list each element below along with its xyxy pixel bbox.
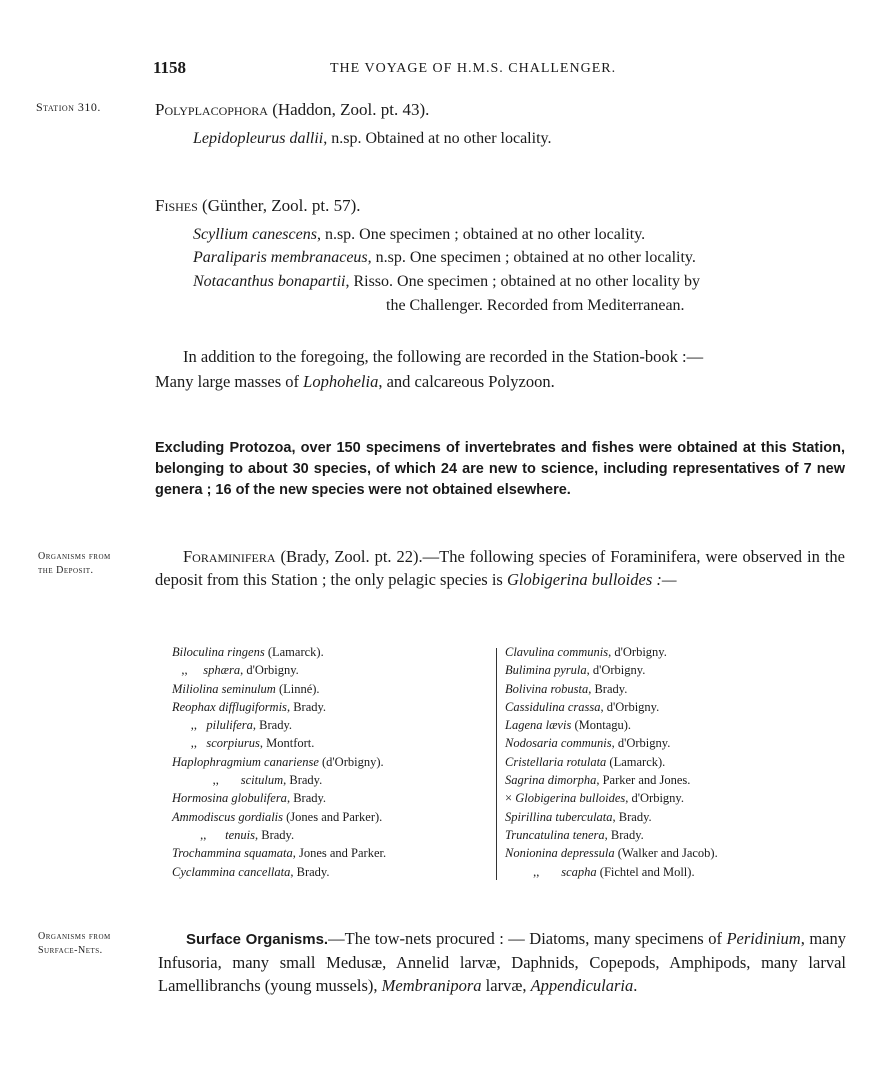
species-name: Sagrina dimorpha <box>505 773 597 788</box>
margin-surface <box>38 930 111 958</box>
species-note: , n.sp. Obtained at no other locality. <box>323 130 552 147</box>
species-row <box>172 643 386 661</box>
species-author: , Brady. <box>252 718 293 733</box>
column-divider <box>496 648 497 880</box>
species-name: scorpiurus <box>206 736 260 751</box>
surface-title: Surface Organisms. <box>186 931 329 948</box>
surface-genus-1: Peridinium <box>726 929 801 948</box>
margin-surface-line1: Organisms from <box>38 931 111 942</box>
species-row <box>172 771 386 789</box>
species-row <box>505 680 718 698</box>
species-name: Hormosina globulifera <box>172 791 287 806</box>
station-summary: Excluding Protozoa, over 150 specimens of invertebrates and fishes were obtained at this Station, belonging to about 30 species, of which 24 are new to science, including representatives of 7 new genera ; 16 of the new species were not obtained elsewhere. <box>155 440 845 498</box>
species-name: Paraliparis membranaceus <box>193 249 368 266</box>
species-name: scapha <box>561 864 597 879</box>
species-row <box>505 844 718 862</box>
station-book-line1: In addition to the foregoing, the following are recorded in the Station-book :— <box>183 347 704 366</box>
species-author: (Jones and Parker). <box>283 809 383 824</box>
species-row <box>505 643 718 661</box>
foraminifera-pelagic-species: Globigerina bulloides :— <box>506 570 677 589</box>
species-name: pilulifera <box>206 718 253 733</box>
species-author: , Parker and Jones. <box>596 773 691 788</box>
species-name: Biloculina ringens <box>172 645 265 659</box>
species-name: Cristellaria rotulata <box>505 754 607 769</box>
species-row <box>505 808 718 826</box>
margin-station <box>36 100 101 114</box>
species-note: , Risso. One specimen ; obtained at no other locality by <box>345 273 701 290</box>
species-author: , Jones and Parker. <box>292 846 387 861</box>
polyplacophora-ref: (Haddon, Zool. pt. 43). <box>267 100 430 119</box>
fish-entry-3 <box>193 273 700 291</box>
species-name: Trochammina squamata <box>172 846 293 861</box>
species-author: , d'Orbigny. <box>240 663 299 678</box>
species-name: Reophax difflugiformis <box>172 699 287 714</box>
species-author: , d'Orbigny. <box>611 736 671 751</box>
fishes-heading <box>155 196 360 216</box>
species-author: , Brady. <box>604 827 644 842</box>
species-name: Miliolina seminulum <box>172 681 276 696</box>
surface-genus-3: Appendicularia <box>530 976 634 995</box>
species-name: sphæra <box>203 663 241 678</box>
station-book-line2 <box>155 372 555 392</box>
species-note: , n.sp. One specimen ; obtained at no other locality. <box>316 226 646 243</box>
margin-deposit-line2: the Deposit. <box>38 565 94 576</box>
margin-deposit-line1: Organisms from <box>38 551 111 562</box>
surface-text-3: larvæ, <box>481 976 531 995</box>
species-list-left <box>172 643 386 881</box>
surface-text-1: —The tow-nets procured : — Diatoms, many specimens of <box>328 929 727 948</box>
species-row <box>505 753 718 771</box>
fish-entry-2 <box>193 249 696 267</box>
species-name: Nonionina depressula <box>505 846 615 861</box>
fish-entry-3-continued: the Challenger. Recorded from Mediterranean. <box>386 297 685 314</box>
species-row <box>172 753 386 771</box>
foraminifera-text: (Brady, Zool. pt. 22).—The following species of Foraminifera, were observed in the deposit from this Station ; the only pelagic species is <box>155 547 845 589</box>
polyplacophora-heading <box>155 100 429 120</box>
species-author: (Lamarck). <box>264 645 324 659</box>
species-row <box>505 734 718 752</box>
species-author: , Brady. <box>290 864 330 879</box>
station-book-genus: Lophohelia <box>303 372 379 391</box>
species-name: Haplophragmium canariense <box>172 754 319 769</box>
species-row <box>172 716 386 734</box>
species-row <box>172 661 386 679</box>
species-author: , d'Orbigny. <box>608 645 667 659</box>
species-author: , d'Orbigny. <box>600 699 660 714</box>
species-name: Nodosaria communis <box>505 736 612 751</box>
species-name: tenuis <box>225 827 255 842</box>
species-name: Ammodiscus gordialis <box>172 809 283 824</box>
fishes-ref: (Günther, Zool. pt. 57). <box>197 196 361 215</box>
foraminifera-title: Foraminifera <box>183 547 276 566</box>
foraminifera-paragraph <box>155 545 845 591</box>
species-author: , Brady. <box>588 681 628 696</box>
species-row <box>172 698 386 716</box>
surface-organisms-paragraph <box>158 927 846 997</box>
species-row <box>172 826 386 844</box>
species-name: Notacanthus bonapartii <box>193 273 346 290</box>
species-name: Globigerina bulloides <box>515 791 626 806</box>
species-name: Scyllium canescens <box>193 226 317 243</box>
surface-genus-2: Membranipora <box>381 976 482 995</box>
species-prefix: ,, <box>505 864 562 879</box>
species-prefix: ,, <box>172 718 207 733</box>
species-name: scitulum <box>240 773 284 788</box>
species-row <box>505 661 718 679</box>
species-name: Clavulina communis <box>505 645 609 659</box>
species-row <box>505 771 718 789</box>
species-row <box>505 716 718 734</box>
species-author: (Montagu). <box>571 718 632 733</box>
species-note: , n.sp. One specimen ; obtained at no other locality. <box>367 249 696 266</box>
species-row <box>172 734 386 752</box>
species-row <box>505 698 718 716</box>
species-name: Bolivina robusta <box>505 681 589 696</box>
station-book-text: Many large masses of <box>155 372 304 391</box>
surface-text-4: . <box>633 976 638 995</box>
species-row <box>505 826 718 844</box>
margin-station-label: Station 310. <box>36 100 101 114</box>
species-name: Spirillina tuberculata <box>505 809 613 824</box>
species-row <box>172 808 386 826</box>
species-author: (Walker and Jacob). <box>614 846 718 861</box>
species-prefix: ,, <box>172 663 204 678</box>
page-number: 1158 <box>153 58 187 77</box>
species-author: , Brady. <box>283 773 323 788</box>
species-name: Cassidulina crassa <box>505 699 601 714</box>
species-prefix: ,, <box>172 736 207 751</box>
station-book-text-end: , and calcareous Polyzoon. <box>378 372 555 391</box>
species-author: , Montfort. <box>259 736 315 751</box>
species-author: , d'Orbigny. <box>625 791 684 806</box>
species-row <box>505 863 718 881</box>
species-name: Truncatulina tenera <box>505 827 605 842</box>
polyplacophora-title: Polyplacophora <box>155 100 268 119</box>
fish-entry-1 <box>193 226 645 244</box>
species-author: (Fichtel and Moll). <box>596 864 695 879</box>
species-row <box>505 789 718 807</box>
species-name: Cyclammina cancellata <box>172 864 291 879</box>
species-prefix: ,, <box>172 773 241 788</box>
species-prefix: ,, <box>172 827 226 842</box>
species-author: , Brady. <box>254 827 295 842</box>
species-author: , Brady. <box>286 699 327 714</box>
species-author: (Lamarck). <box>606 754 666 769</box>
species-row <box>172 680 386 698</box>
species-list-right <box>505 643 718 881</box>
margin-surface-line2: Surface-Nets. <box>38 945 103 956</box>
surface-text-2: , many Infusoria, many small Medusæ, Annelid larvæ, Daphnids, Copepods, Amphipods, many larval Lamellibranchs (young mussels), <box>158 929 846 995</box>
running-title: THE VOYAGE OF H.M.S. CHALLENGER. <box>330 61 617 76</box>
species-row <box>172 844 386 862</box>
margin-deposit <box>38 550 111 578</box>
species-author: , d'Orbigny. <box>586 663 646 678</box>
species-author: , Brady. <box>612 809 652 824</box>
species-prefix: × <box>505 791 516 806</box>
species-author: (Linné). <box>275 681 320 696</box>
species-author: , Brady. <box>286 791 327 806</box>
species-row <box>172 789 386 807</box>
fishes-title: Fishes <box>155 196 198 215</box>
species-name: Lagena lævis <box>505 718 572 733</box>
species-name: Lepidopleurus dallii <box>193 130 324 147</box>
species-author: (d'Orbigny). <box>318 754 384 769</box>
polyplacophora-entry <box>193 130 551 148</box>
species-row <box>172 863 386 881</box>
species-name: Bulimina pyrula <box>505 663 587 678</box>
